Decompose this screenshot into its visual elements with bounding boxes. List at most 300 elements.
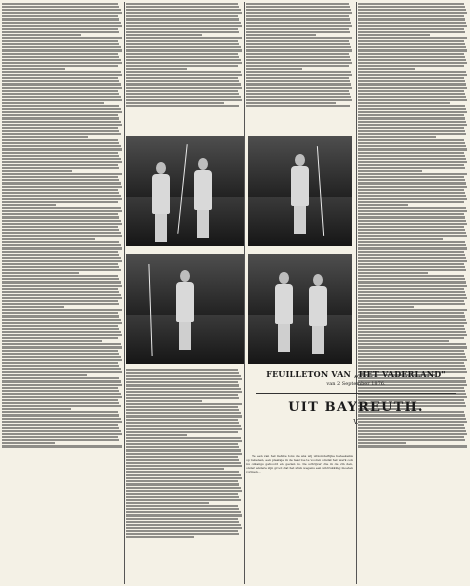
text-line (2, 31, 119, 33)
text-line (2, 393, 121, 395)
text-line (2, 121, 121, 123)
text-line (2, 263, 118, 265)
text-line (2, 9, 121, 11)
text-line (358, 22, 466, 24)
text-line (126, 518, 238, 520)
text-line (2, 56, 119, 58)
text-line (358, 56, 465, 58)
text-line (2, 331, 121, 333)
text-line (2, 315, 119, 317)
text-line (2, 28, 118, 30)
text-line (246, 59, 351, 61)
text-line (126, 446, 239, 448)
text-line (2, 142, 119, 144)
text-line (358, 6, 465, 8)
text-line (2, 155, 119, 157)
text-line (126, 384, 239, 386)
text-line (2, 442, 55, 444)
text-line (358, 9, 466, 11)
text-line (2, 158, 121, 160)
text-line (358, 105, 465, 107)
text-line (358, 232, 466, 234)
text-line (246, 22, 351, 24)
text-line (126, 462, 241, 464)
text-line (2, 424, 118, 426)
text-line (126, 65, 238, 67)
text-line (2, 241, 119, 243)
text-line (126, 443, 238, 445)
section-number: V. (353, 419, 359, 426)
text-line (2, 235, 122, 237)
text-line (358, 186, 467, 188)
text-line (358, 155, 465, 157)
text-line (358, 136, 436, 138)
text-line (126, 480, 238, 482)
text-line (126, 90, 238, 92)
text-line (126, 474, 241, 476)
text-line (126, 453, 242, 455)
photo-valkyrie (248, 136, 352, 246)
article-intro (246, 454, 353, 584)
text-line (2, 232, 121, 234)
text-line (358, 93, 465, 95)
text-line (358, 62, 467, 64)
text-line (126, 511, 241, 513)
text-line (246, 40, 349, 42)
text-line (358, 346, 467, 348)
text-line (126, 56, 239, 58)
text-line (358, 158, 466, 160)
text-line (358, 152, 464, 154)
text-line (358, 334, 467, 336)
text-line (2, 179, 119, 181)
photo-warriors (126, 136, 244, 246)
text-line (2, 309, 122, 311)
text-line (126, 99, 242, 101)
text-line (358, 325, 464, 327)
text-line (2, 408, 71, 410)
text-line (358, 303, 465, 305)
text-line (126, 527, 242, 529)
column-3-top-text (246, 2, 353, 132)
text-line (358, 247, 467, 249)
text-line (2, 223, 122, 225)
text-line (358, 442, 406, 444)
text-line (358, 235, 467, 237)
text-line (358, 87, 467, 89)
text-line (246, 99, 352, 101)
text-line (2, 90, 118, 92)
text-line (126, 508, 239, 510)
text-line (126, 422, 239, 424)
text-line (2, 319, 121, 321)
text-line (358, 25, 467, 27)
text-line (126, 394, 238, 396)
column-4 (358, 2, 468, 584)
text-line (358, 90, 464, 92)
text-line (2, 53, 118, 55)
text-line (2, 25, 122, 27)
text-line (246, 12, 352, 14)
text-line (126, 431, 238, 433)
text-line (2, 161, 122, 163)
text-line (358, 176, 464, 178)
text-line (358, 340, 449, 342)
text-line (358, 59, 466, 61)
text-line (246, 15, 349, 17)
text-line (2, 40, 118, 42)
text-line (2, 365, 119, 367)
text-line (2, 427, 119, 429)
text-line (358, 133, 466, 135)
text-line (2, 377, 119, 379)
text-line (2, 68, 65, 70)
text-line (2, 340, 102, 342)
text-line (2, 22, 121, 24)
text-line (246, 31, 350, 33)
text-line (358, 297, 467, 299)
text-line (358, 170, 422, 172)
text-line (358, 309, 467, 311)
text-line (358, 80, 465, 82)
text-line (2, 192, 119, 194)
text-line (246, 49, 352, 51)
text-line (2, 430, 121, 432)
text-line (246, 3, 349, 5)
text-line (126, 536, 194, 538)
text-line (358, 294, 466, 296)
text-line (126, 15, 238, 17)
text-line (358, 204, 408, 206)
text-line (2, 59, 121, 61)
text-line (358, 198, 467, 200)
text-line (358, 182, 466, 184)
text-line (246, 77, 349, 79)
text-line (126, 34, 202, 36)
text-line (2, 182, 121, 184)
text-line (2, 133, 121, 135)
text-line (2, 312, 118, 314)
text-line (358, 275, 464, 277)
text-line (246, 53, 349, 55)
text-line (358, 195, 466, 197)
text-line (126, 9, 241, 11)
text-line (2, 213, 118, 215)
text-line (2, 93, 119, 95)
text-line (126, 87, 242, 89)
text-line (358, 167, 465, 169)
text-line (126, 375, 241, 377)
text-line (246, 9, 351, 11)
text-line (358, 315, 465, 317)
text-line (126, 31, 239, 33)
text-line (2, 108, 121, 110)
text-line (2, 43, 119, 45)
text-line (358, 201, 464, 203)
text-line (126, 43, 239, 45)
text-line (246, 102, 336, 104)
text-line (2, 111, 122, 113)
text-line (2, 371, 122, 373)
text-line (2, 396, 122, 398)
text-line (126, 434, 187, 436)
text-line (2, 96, 121, 98)
text-line (2, 238, 95, 240)
text-line (2, 346, 122, 348)
text-line (358, 108, 466, 110)
text-line (358, 356, 466, 358)
text-line (2, 204, 56, 206)
text-line (2, 294, 121, 296)
text-line (358, 272, 428, 274)
column-2-top-text (126, 2, 243, 132)
text-line (358, 269, 466, 271)
text-line (126, 406, 238, 408)
text-line (2, 139, 118, 141)
text-line (126, 18, 239, 20)
text-line (2, 291, 119, 293)
text-line (358, 18, 465, 20)
text-line (2, 247, 122, 249)
text-line (2, 260, 122, 262)
text-line (246, 96, 351, 98)
text-line (358, 238, 443, 240)
text-line (2, 387, 118, 389)
text-line (358, 216, 465, 218)
text-line (2, 148, 122, 150)
text-line (126, 93, 239, 95)
text-line (2, 3, 118, 5)
text-line (2, 411, 118, 413)
text-line (2, 6, 119, 8)
text-line (126, 3, 238, 5)
text-line (126, 22, 241, 24)
text-line (2, 80, 119, 82)
text-line (2, 436, 118, 438)
text-line (358, 226, 464, 228)
text-line (126, 400, 202, 402)
text-line (126, 37, 242, 39)
text-line (358, 350, 464, 352)
text-line (2, 439, 119, 441)
text-line (2, 402, 119, 404)
text-line (126, 369, 238, 371)
text-line (246, 68, 302, 70)
text-line (126, 496, 239, 498)
text-line (2, 71, 121, 73)
text-line (126, 419, 238, 421)
text-line (358, 179, 465, 181)
text-line (2, 210, 122, 212)
text-line (2, 167, 119, 169)
text-line (2, 281, 121, 283)
text-line (358, 319, 466, 321)
text-line (2, 117, 119, 119)
text-line (358, 127, 464, 129)
photo-two-figures (248, 254, 352, 364)
text-line (2, 114, 118, 116)
text-line (126, 105, 239, 107)
text-line (358, 145, 466, 147)
text-line (358, 121, 466, 123)
text-line (2, 136, 88, 138)
text-line (2, 18, 119, 20)
text-line (358, 220, 466, 222)
text-line (358, 362, 464, 364)
text-line (358, 439, 465, 441)
text-line (126, 468, 224, 470)
text-line (2, 198, 122, 200)
text-line (358, 278, 465, 280)
text-line (358, 3, 464, 5)
text-line (2, 254, 119, 256)
text-line (358, 15, 464, 17)
text-line (246, 90, 349, 92)
text-line (358, 139, 464, 141)
text-line (2, 374, 87, 376)
text-line (126, 71, 241, 73)
article-title: UIT BAYREUTH. (288, 400, 424, 415)
text-line (2, 124, 122, 126)
text-line (358, 353, 465, 355)
text-line (126, 62, 242, 64)
text-line (358, 312, 464, 314)
text-line (126, 403, 242, 405)
text-line (2, 353, 119, 355)
text-line (358, 124, 467, 126)
column-divider (356, 2, 357, 584)
text-line (358, 65, 464, 67)
text-line (2, 99, 122, 101)
text-line (126, 493, 238, 495)
text-line (2, 322, 122, 324)
feuilleton-date: van 2 September 1876. (326, 381, 386, 387)
text-line (126, 415, 242, 417)
text-line (126, 477, 242, 479)
text-line (358, 142, 465, 144)
text-line (2, 46, 121, 48)
text-line (358, 83, 466, 85)
text-line (358, 288, 464, 290)
text-line (2, 229, 119, 231)
text-line (2, 49, 122, 51)
text-line (126, 502, 209, 504)
text-line (2, 421, 122, 423)
text-line (2, 170, 72, 172)
text-line (126, 409, 239, 411)
text-line (126, 53, 238, 55)
text-line (246, 65, 349, 67)
text-line (246, 93, 350, 95)
text-line (2, 325, 118, 327)
text-line (358, 213, 464, 215)
column-4-text (358, 2, 468, 584)
text-line (2, 83, 121, 85)
text-line (2, 74, 122, 76)
text-line (358, 359, 467, 361)
text-line (2, 285, 122, 287)
text-line (126, 372, 239, 374)
text-line (126, 530, 238, 532)
text-line (2, 244, 121, 246)
text-line (358, 111, 467, 113)
text-line (246, 43, 350, 45)
text-line (2, 288, 118, 290)
text-line (2, 105, 119, 107)
text-line (2, 272, 79, 274)
text-line (126, 437, 241, 439)
text-line (358, 99, 467, 101)
text-line (358, 257, 466, 259)
text-line (246, 18, 350, 20)
text-line (358, 164, 464, 166)
text-line (2, 350, 118, 352)
text-line (2, 220, 121, 222)
text-line (2, 127, 118, 129)
text-line (126, 378, 242, 380)
text-line (358, 74, 467, 76)
text-line (126, 6, 239, 8)
column-2-bottom-text (126, 368, 243, 584)
text-line (126, 428, 242, 430)
text-line (358, 43, 465, 45)
text-line (2, 216, 119, 218)
text-line (126, 505, 238, 507)
text-line (126, 449, 241, 451)
text-line (358, 436, 464, 438)
text-line (358, 161, 467, 163)
column-3-top (246, 2, 353, 132)
text-line (2, 130, 119, 132)
text-line (2, 334, 122, 336)
text-line (126, 96, 241, 98)
text-line (126, 459, 239, 461)
text-line (246, 87, 352, 89)
text-line (126, 456, 238, 458)
text-line (358, 291, 465, 293)
text-line (2, 65, 118, 67)
text-line (2, 356, 121, 358)
text-line (126, 381, 238, 383)
newspaper-page (2, 2, 468, 584)
text-line (246, 83, 351, 85)
text-line (2, 445, 122, 447)
text-line (358, 322, 467, 324)
feuilleton-heading: FEUILLETON VAN „HET VADERLAND" (266, 369, 446, 379)
text-line (358, 207, 466, 209)
text-line (246, 28, 349, 30)
text-line (126, 524, 241, 526)
text-line (2, 164, 118, 166)
text-line (126, 412, 241, 414)
text-line (2, 278, 119, 280)
text-line (358, 71, 466, 73)
text-line (2, 275, 118, 277)
text-line (2, 368, 121, 370)
text-line (358, 263, 464, 265)
text-line (126, 471, 239, 473)
text-line (2, 62, 122, 64)
text-line (2, 152, 118, 154)
text-line (358, 28, 464, 30)
text-line (246, 71, 351, 73)
text-line (2, 251, 118, 253)
text-line (126, 83, 241, 85)
text-line (246, 56, 350, 58)
text-line (126, 74, 242, 76)
text-line (126, 40, 238, 42)
text-line (358, 173, 467, 175)
